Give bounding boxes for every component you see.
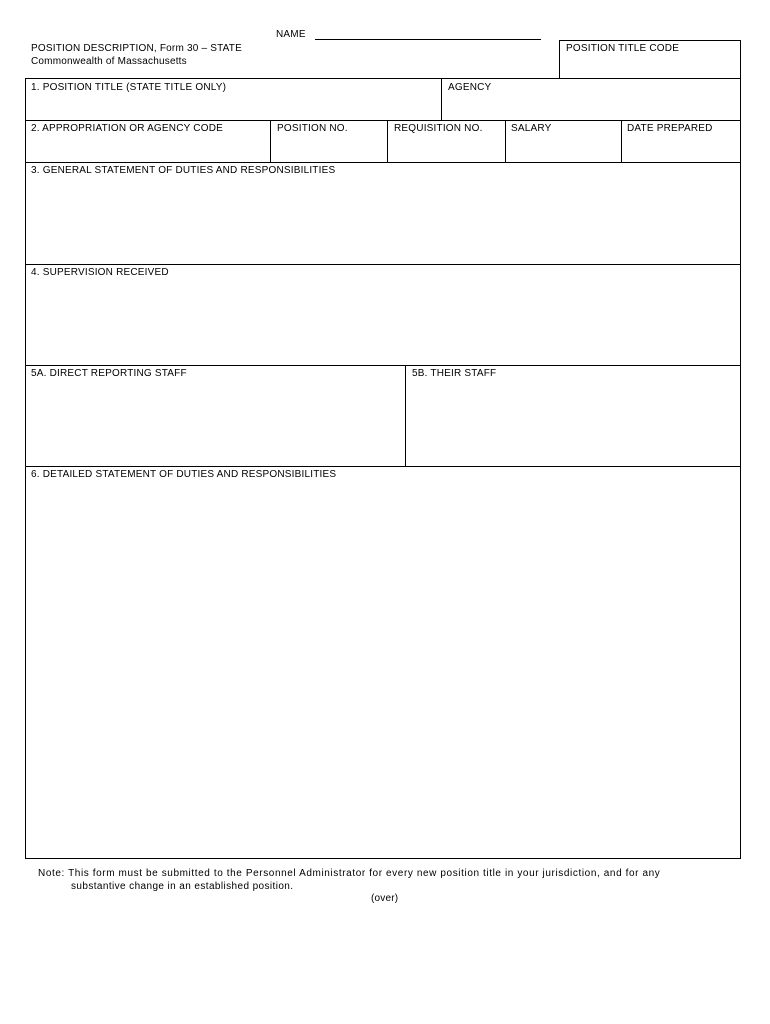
note-line-2: substantive change in an established position. (71, 881, 294, 892)
org-name: Commonwealth of Massachusetts (31, 56, 187, 67)
position-title-code-label: POSITION TITLE CODE (566, 43, 680, 54)
agency-input[interactable] (443, 96, 739, 118)
row-divider (25, 120, 741, 121)
name-label: NAME (276, 29, 306, 40)
note-line-1: Note: This form must be submitted to the Personnel Administrator for every new position title in your jurisdiction, and for any (38, 868, 661, 879)
position-title-label: 1. POSITION TITLE (STATE TITLE ONLY) (31, 82, 227, 93)
col-divider (270, 120, 271, 162)
salary-input[interactable] (507, 137, 619, 160)
appropriation-label: 2. APPROPRIATION OR AGENCY CODE (31, 123, 223, 134)
direct-reporting-staff-label: 5A. DIRECT REPORTING STAFF (31, 368, 187, 379)
direct-reporting-staff-input[interactable] (27, 382, 403, 464)
general-statement-input[interactable] (27, 179, 739, 262)
row-divider (25, 264, 741, 265)
appropriation-input[interactable] (27, 137, 268, 160)
over-label: (over) (371, 893, 399, 904)
requisition-no-input[interactable] (389, 137, 503, 160)
col-divider (441, 78, 442, 120)
row-divider (25, 466, 741, 467)
requisition-no-label: REQUISITION NO. (394, 123, 483, 134)
supervision-received-label: 4. SUPERVISION RECEIVED (31, 267, 169, 278)
salary-label: SALARY (511, 123, 552, 134)
supervision-received-input[interactable] (27, 281, 739, 363)
col-divider (505, 120, 506, 162)
position-no-input[interactable] (272, 137, 385, 160)
detailed-statement-label: 6. DETAILED STATEMENT OF DUTIES AND RESPONSIBILITIES (31, 469, 337, 480)
date-prepared-label: DATE PREPARED (627, 123, 713, 134)
date-prepared-input[interactable] (623, 137, 739, 160)
form-title: POSITION DESCRIPTION, Form 30 – STATE (31, 43, 242, 54)
row-divider (25, 162, 741, 163)
col-divider (387, 120, 388, 162)
position-no-label: POSITION NO. (277, 123, 348, 134)
agency-label: AGENCY (448, 82, 492, 93)
name-input[interactable] (315, 26, 541, 40)
detailed-statement-input[interactable] (27, 483, 739, 857)
position-title-code-input[interactable] (561, 56, 739, 77)
position-title-input[interactable] (27, 96, 439, 118)
their-staff-label: 5B. THEIR STAFF (412, 368, 497, 379)
col-divider (621, 120, 622, 162)
their-staff-input[interactable] (407, 382, 739, 464)
row-divider (25, 365, 741, 366)
general-statement-label: 3. GENERAL STATEMENT OF DUTIES AND RESPONSIBILITIES (31, 165, 336, 176)
col-divider (405, 365, 406, 466)
